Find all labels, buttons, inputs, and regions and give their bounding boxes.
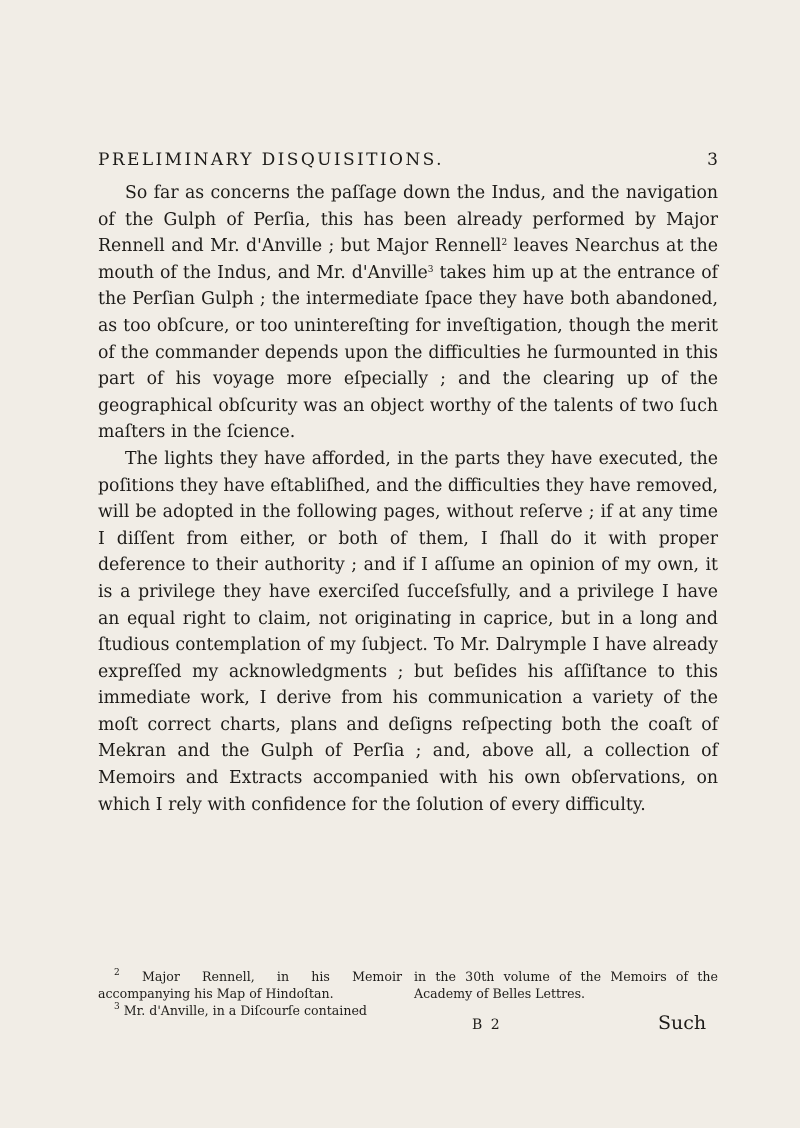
paragraph-1-part-3: takes him up at the entrance of the Perſian Gulph ; the intermediate ſpace they have both abandoned, as too obſcure, or too unintereſting for inveſtigation, though the merit of the commander depends upon the difficulties he ſurmounted in this part of his voyage more eſpecially ; and the clearing up of the geographical obſcurity was an object worthy of the talents of two ſuch maſters in the ſcience. — [98, 262, 718, 443]
paragraph-1-part-2: leaves Nearchus at the mouth of the Indus, and Mr. d'Anville — [98, 236, 719, 283]
footnote-column-left — [98, 968, 402, 1019]
paragraph-1-part-1: So far as concerns the paſſage down the Indus, and the navigation of the Gulph of Perſia, this has been already performed by Major Rennell and Mr. d'Anville ; but Major Rennell — [98, 183, 718, 257]
footnote-ref-2: 2 — [501, 238, 508, 249]
paragraph-1 — [98, 180, 718, 446]
footnote-2 — [98, 968, 402, 1002]
main-text — [98, 180, 718, 818]
footnote-3-mark: 3 — [114, 1002, 120, 1012]
footnotes — [98, 968, 718, 1019]
signature-mark: B 2 — [472, 1017, 502, 1033]
footnote-3 — [98, 1002, 402, 1019]
header-title: PRELIMINARY DISQUISITIONS. — [98, 150, 444, 170]
running-header — [98, 150, 718, 170]
footnote-2-mark: 2 — [114, 968, 120, 978]
footnote-3-continued: in the 30th volume of the Memoirs of the Academy of Belles Lettres. — [414, 969, 718, 1001]
footnote-3-text: Mr. d'Anville, in a Diſcourſe contained — [119, 1003, 367, 1018]
paragraph-2: The lights they have afforded, in the parts they have executed, the poſitions they have eſtabliſhed, and the difficulties they have removed, will be adopted in the following pages, without reſerve ; if at any time I diſſent from either, or both of them, I ſhall do it with proper deference to their authority ; and if I aſſume an opinion of my own, it is a privilege they have exerciſed ſucceſsfully, and a privilege I have an equal right to claim, not originating in caprice, but in a long and ſtudious contemplation of my ſubject. To Mr. Dalrymple I have already expreſſed my acknowledgments ; but beſides his aſſiſtance to this immediate work, I derive from his communication a variety of the moſt correct charts, plans and deſigns reſpecting both the coaſt of Mekran and the Gulph of Perſia ; and, above all, a collection of Memoirs and Extracts accompanied with his own obſervations, on which I rely with confidence for the ſolution of every difficulty. — [98, 448, 718, 815]
footnote-ref-3: 3 — [427, 264, 434, 275]
catchword: Such — [658, 1012, 707, 1034]
footnote-2-text: Major Rennell, in his Memoir accompanying his Map of Hindoſtan. — [98, 969, 402, 1001]
page-number: 3 — [707, 150, 718, 170]
